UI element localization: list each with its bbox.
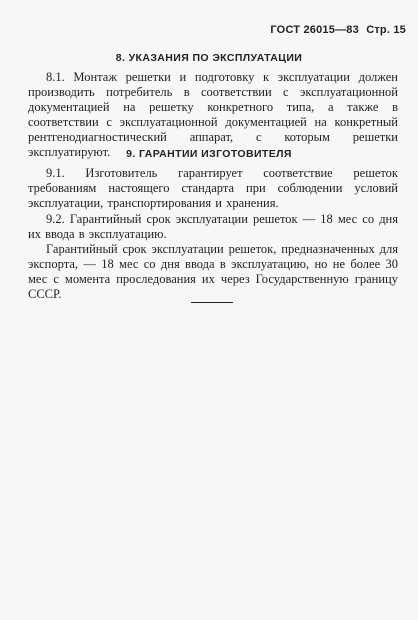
standard-number: ГОСТ 26015—83 — [270, 24, 359, 36]
paragraph-9-2-export: Гарантийный срок эксплуатации решеток, предназначенных для экспорта, — 18 мес со дня ввода в эксплуатацию, но не более 30 мес с момента проследования их через Государственную границу СССР. — [28, 242, 398, 301]
paragraph-8-1: 8.1. Монтаж решетки и подготовку к эксплуатации должен производить потребитель в соответствии с эксплуатационной документацией на решетку конкретного типа, а также в соответствии с эксплуатационной документацией на конкретный рентгенодиагностический аппарат, с которым решетки эксплуатируют. — [28, 70, 398, 159]
paragraph-9-1: 9.1. Изготовитель гарантирует соответствие решеток требованиям настоящего стандарта при соблюдении условий эксплуатации, транспортирования и хранения. — [28, 166, 398, 210]
page-header — [270, 24, 406, 36]
end-divider — [191, 302, 233, 303]
paragraph-9-2: 9.2. Гарантийный срок эксплуатации решеток — 18 мес со дня их ввода в эксплуатацию. — [28, 212, 398, 241]
section-title-9: 9. ГАРАНТИИ ИЗГОТОВИТЕЛЯ — [126, 148, 292, 160]
page-number: Стр. 15 — [366, 24, 406, 36]
section-title-8: 8. УКАЗАНИЯ ПО ЭКСПЛУАТАЦИИ — [115, 52, 303, 64]
